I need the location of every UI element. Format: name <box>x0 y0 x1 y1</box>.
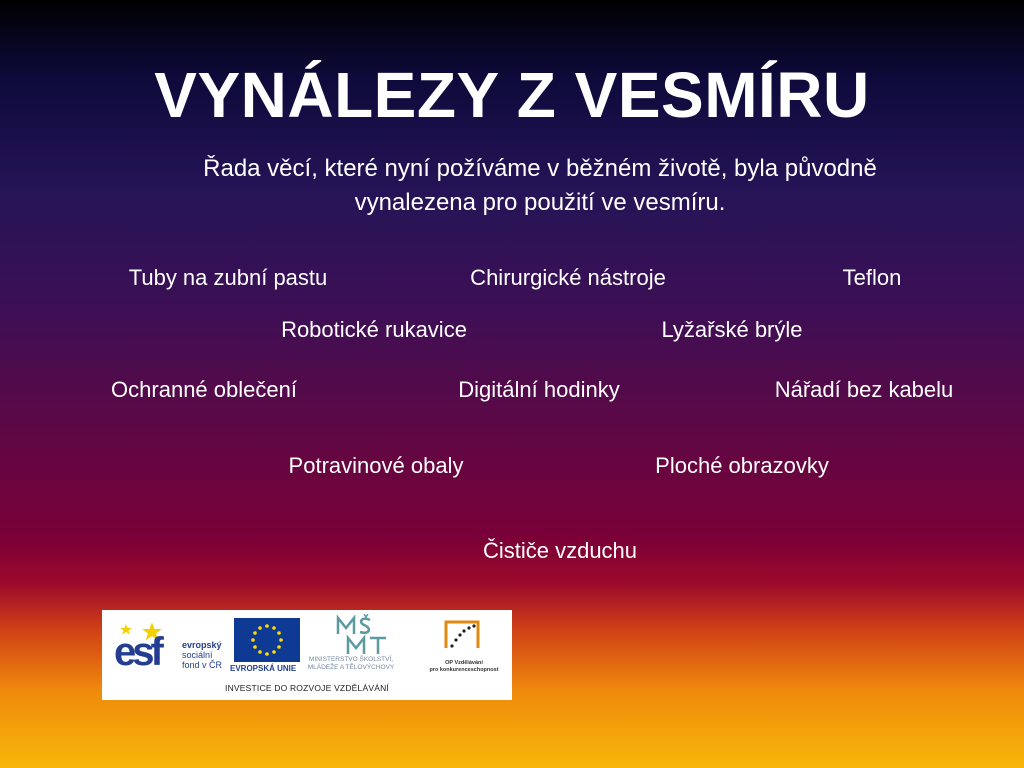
esf-caption-line: sociální <box>182 650 213 660</box>
invention-item: Lyžařské brýle <box>661 317 803 342</box>
msmt-caption-line: MINISTERSTVO ŠKOLSTVÍ, <box>308 656 394 663</box>
msmt-logo-icon <box>334 614 390 656</box>
investice-caption: INVESTICE DO ROZVOJE VZDĚLÁVÁNÍ <box>225 683 389 693</box>
op-caption <box>424 660 504 673</box>
esf-caption-line: evropský <box>182 640 222 650</box>
esf-caption <box>182 640 222 670</box>
esf-caption-line: fond v ČR <box>182 660 223 670</box>
msmt-caption <box>306 656 396 671</box>
invention-item: Nářadí bez kabelu <box>774 377 954 402</box>
funding-logo-bar <box>102 610 512 700</box>
eu-flag-icon <box>234 618 300 662</box>
invention-item: Ochranné oblečení <box>111 377 297 402</box>
msmt-caption-line: MLÁDEŽE A TĚLOVÝCHOVY <box>307 663 395 671</box>
eu-caption: EVROPSKÁ UNIE <box>230 664 297 673</box>
invention-item: Tuby na zubní pastu <box>128 265 328 290</box>
invention-item: Chirurgické nástroje <box>470 265 666 290</box>
subtitle-line-2: vynalezena pro použití ve vesmíru. <box>354 189 726 216</box>
esf-logo-letters: esf <box>114 630 160 674</box>
invention-item: Potravinové obaly <box>288 453 464 478</box>
op-vzdelavani-logo-icon <box>442 618 482 652</box>
op-caption-line: OP Vzdělávání <box>445 660 483 666</box>
invention-item: Čističe vzduchu <box>482 538 638 563</box>
slide-subtitle <box>100 152 980 220</box>
slide-title: VYNÁLEZY Z VESMÍRU <box>154 59 870 131</box>
op-caption-line: pro konkurenceschopnost <box>429 666 499 673</box>
invention-item: Robotické rukavice <box>281 317 467 342</box>
subtitle-line-1: Řada věcí, které nyní požíváme v běžném životě, byla původně <box>203 155 877 182</box>
invention-item: Teflon <box>842 265 902 290</box>
invention-item: Digitální hodinky <box>458 377 620 402</box>
invention-item: Ploché obrazovky <box>655 453 829 478</box>
